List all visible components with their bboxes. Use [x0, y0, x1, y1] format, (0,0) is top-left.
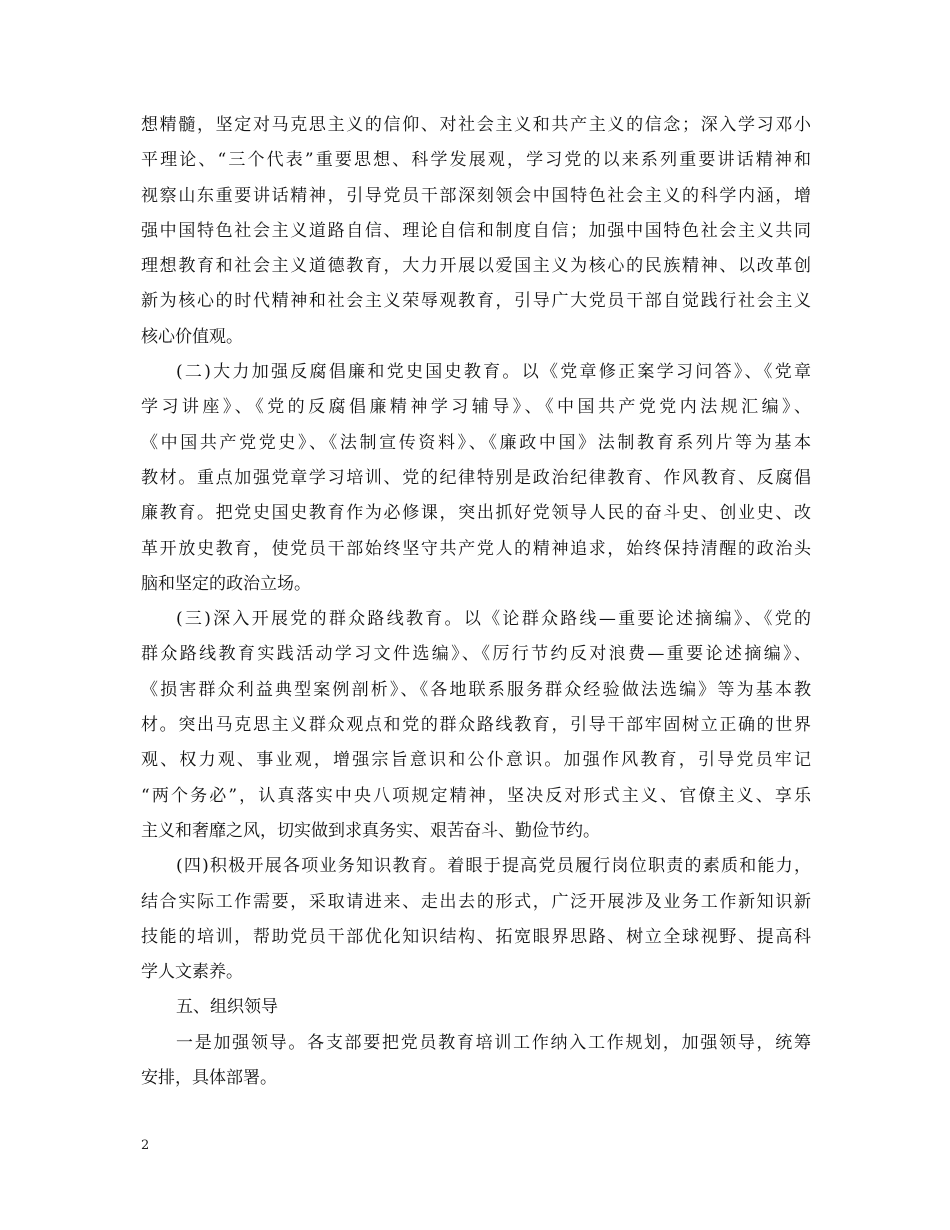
section-heading-line: (二)大力加强反腐倡廉和党史国史教育。以《党章修正案学习问答》、《党章 — [176, 362, 811, 383]
document-body — [141, 108, 811, 1096]
text-line: 新为核心的时代精神和社会主义荣辱观教育，引导广大党员干部自觉践行社会主义 — [141, 291, 811, 312]
text-line: 安排，具体部署。 — [141, 1068, 277, 1089]
section-title: 五、组织领导 — [176, 997, 278, 1018]
text-line: 学习讲座》、《党的反腐倡廉精神学习辅导》、《中国共产党党内法规汇编》、 — [141, 397, 811, 418]
text-line: 主义和奢靡之风，切实做到求真务实、艰苦奋斗、勤俭节约。 — [141, 820, 600, 841]
text-line: 教材。重点加强党章学习培训、党的纪律特别是政治纪律教育、作风教育、反腐倡 — [141, 467, 811, 488]
text-line: 廉教育。把党史国史教育作为必修课，突出抓好党领导人民的奋斗史、创业史、改 — [141, 503, 811, 524]
text-line: 群众路线教育实践活动学习文件选编》、《厉行节约反对浪费—重要论述摘编》、 — [141, 644, 811, 665]
section-heading-line: (四)积极开展各项业务知识教育。着眼于提高党员履行岗位职责的素质和能力， — [176, 856, 811, 877]
text-line: 观、权力观、事业观，增强宗旨意识和公仆意识。加强作风教育，引导党员牢记 — [141, 750, 811, 771]
section-heading-line: (三)深入开展党的群众路线教育。以《论群众路线—重要论述摘编》、《党的 — [176, 609, 811, 630]
text-line: 强中国特色社会主义道路自信、理论自信和制度自信；加强中国特色社会主义共同 — [141, 220, 811, 241]
text-line: 平理论、“三个代表”重要思想、科学发展观，学习党的以来系列重要讲话精神和 — [141, 150, 811, 171]
text-line: 脑和坚定的政治立场。 — [141, 573, 311, 594]
text-line: 《中国共产党党史》、《法制宣传资料》、《廉政中国》法制教育系列片等为基本 — [141, 432, 811, 453]
text-line: 一是加强领导。各支部要把党员教育培训工作纳入工作规划，加强领导，统筹 — [176, 1032, 811, 1053]
text-line: 技能的培训，帮助党员干部优化知识结构、拓宽眼界思路、树立全球视野、提高科 — [141, 926, 811, 947]
text-line: 核心价值观。 — [141, 326, 243, 347]
text-line: 学人文素养。 — [141, 962, 243, 983]
text-line: 视察山东重要讲话精神，引导党员干部深刻领会中国特色社会主义的科学内涵，增 — [141, 185, 811, 206]
text-line: 结合实际工作需要，采取请进来、走出去的形式，广泛开展涉及业务工作新知识新 — [141, 891, 811, 912]
text-line: 《损害群众利益典型案例剖析》、《各地联系服务群众经验做法选编》等为基本教 — [141, 679, 811, 700]
text-line: 理想教育和社会主义道德教育，大力开展以爱国主义为核心的民族精神、以改革创 — [141, 256, 811, 277]
page-number: 2 — [141, 1138, 150, 1153]
text-line: 材。突出马克思主义群众观点和党的群众路线教育，引导干部牢固树立正确的世界 — [141, 715, 811, 736]
text-line: 想精髓，坚定对马克思主义的信仰、对社会主义和共产主义的信念；深入学习邓小 — [141, 115, 811, 135]
text-line: “两个务必”，认真落实中央八项规定精神，坚决反对形式主义、官僚主义、享乐 — [141, 785, 811, 806]
text-line: 革开放史教育，使党员干部始终坚守共产党人的精神追求，始终保持清醒的政治头 — [141, 538, 811, 559]
